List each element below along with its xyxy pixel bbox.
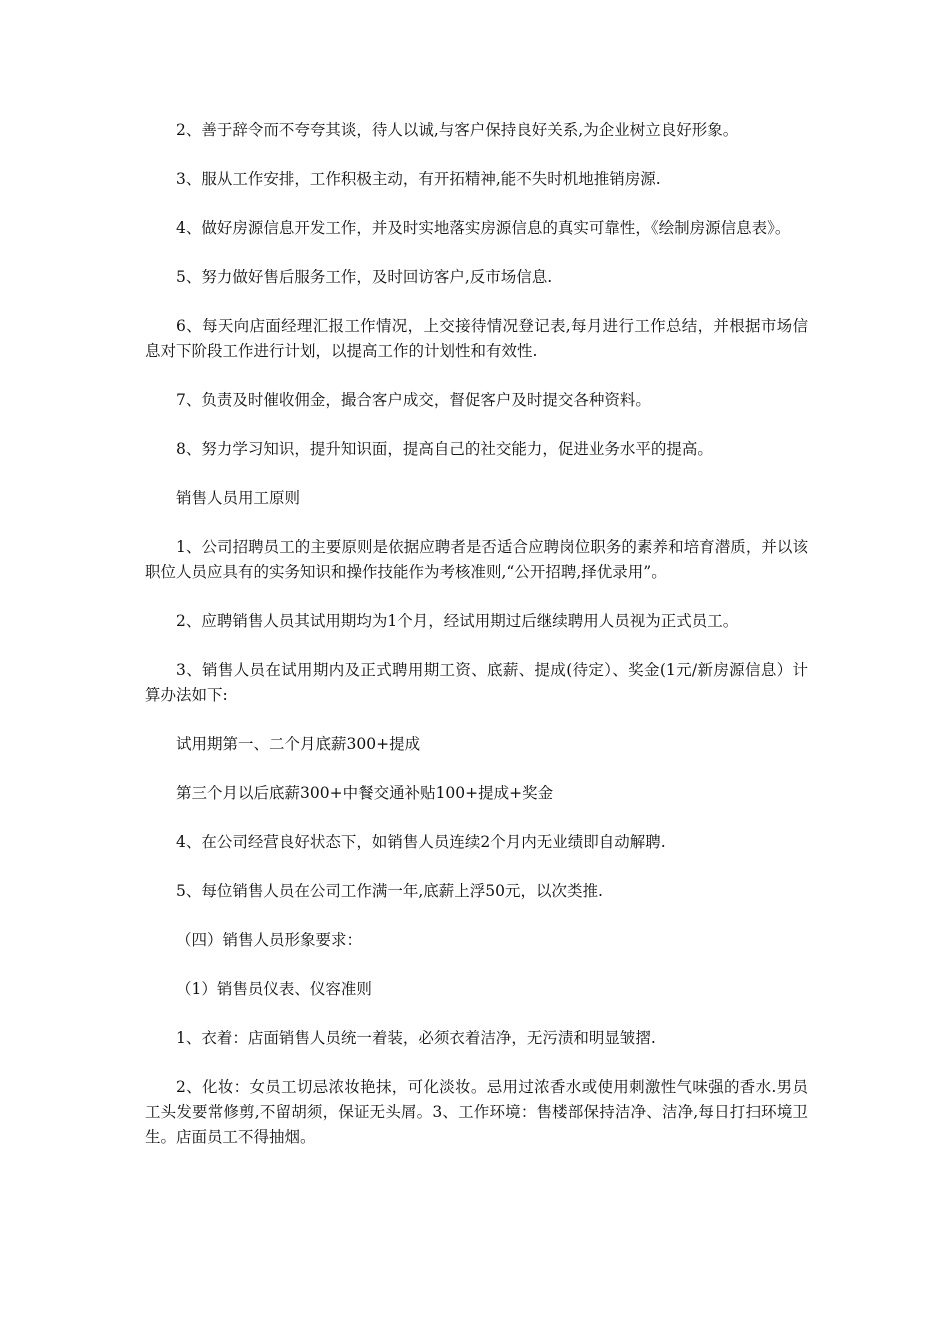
duty-item-5: 5、努力做好售后服务工作，及时回访客户,反市场信息. (176, 268, 553, 286)
principle-item-2: 2、应聘销售人员其试用期均为1个月，经试用期过后继续聘用人员视为正式员工。 (176, 612, 739, 630)
principle-item-5: 5、每位销售人员在公司工作满一年,底薪上浮50元，以次类推. (176, 882, 603, 900)
section-heading-image-requirements: （四）销售人员形象要求： (176, 931, 363, 949)
duty-item-6: 6、每天向店面经理汇报工作情况，上交接待情况登记表,每月进行工作总结，并根据市场信息对下阶段工作进行计划，以提高工作的计划性和有效性. (145, 317, 808, 360)
document-body (145, 118, 808, 1174)
appearance-item-1: 1、衣着：店面销售人员统一着装，必须衣着洁净，无污渍和明显皱摺. (176, 1029, 656, 1047)
subsection-heading-appearance: （1）销售员仪表、仪容准则 (176, 980, 372, 998)
section-heading-employment-principles: 销售人员用工原则 (176, 489, 301, 507)
principle-item-1: 1、公司招聘员工的主要原则是依据应聘者是否适合应聘岗位职务的素养和培育潜质，并以该职位人员应具有的实务知识和操作技能作为考核准则,“公开招聘,择优录用”。 (145, 538, 808, 581)
salary-after-third-month: 第三个月以后底薪300+中餐交通补贴100+提成+奖金 (176, 784, 554, 802)
principle-item-4: 4、在公司经营良好状态下，如销售人员连续2个月内无业绩即自动解聘. (176, 833, 666, 851)
duty-item-8: 8、努力学习知识，提升知识面，提高自己的社交能力，促进业务水平的提高。 (176, 440, 713, 458)
salary-trial-period: 试用期第一、二个月底薪300+提成 (176, 735, 421, 753)
duty-item-3: 3、服从工作安排，工作积极主动，有开拓精神,能不失时机地推销房源. (176, 170, 661, 188)
principle-item-3: 3、销售人员在试用期内及正式聘用期工资、底薪、提成(待定）、奖金(1元/新房源信息）计算办法如下: (145, 661, 808, 704)
duty-item-4: 4、做好房源信息开发工作，并及时实地落实房源信息的真实可靠性，《绘制房源信息表》。 (176, 219, 791, 237)
duty-item-7: 7、负责及时催收佣金，撮合客户成交，督促客户及时提交各种资料。 (176, 391, 651, 409)
appearance-item-2: 2、化妆：女员工切忌浓妆艳抹，可化淡妆。忌用过浓香水或使用刺激性气味强的香水.男员工头发要常修剪,不留胡须，保证无头屑。3、工作环境：售楼部保持洁净、洁净,每日打扫环境卫生。店面员工不得抽烟。 (145, 1078, 808, 1146)
duty-item-2: 2、善于辞令而不夸夸其谈，待人以诚,与客户保持良好关系,为企业树立良好形象。 (176, 121, 739, 139)
